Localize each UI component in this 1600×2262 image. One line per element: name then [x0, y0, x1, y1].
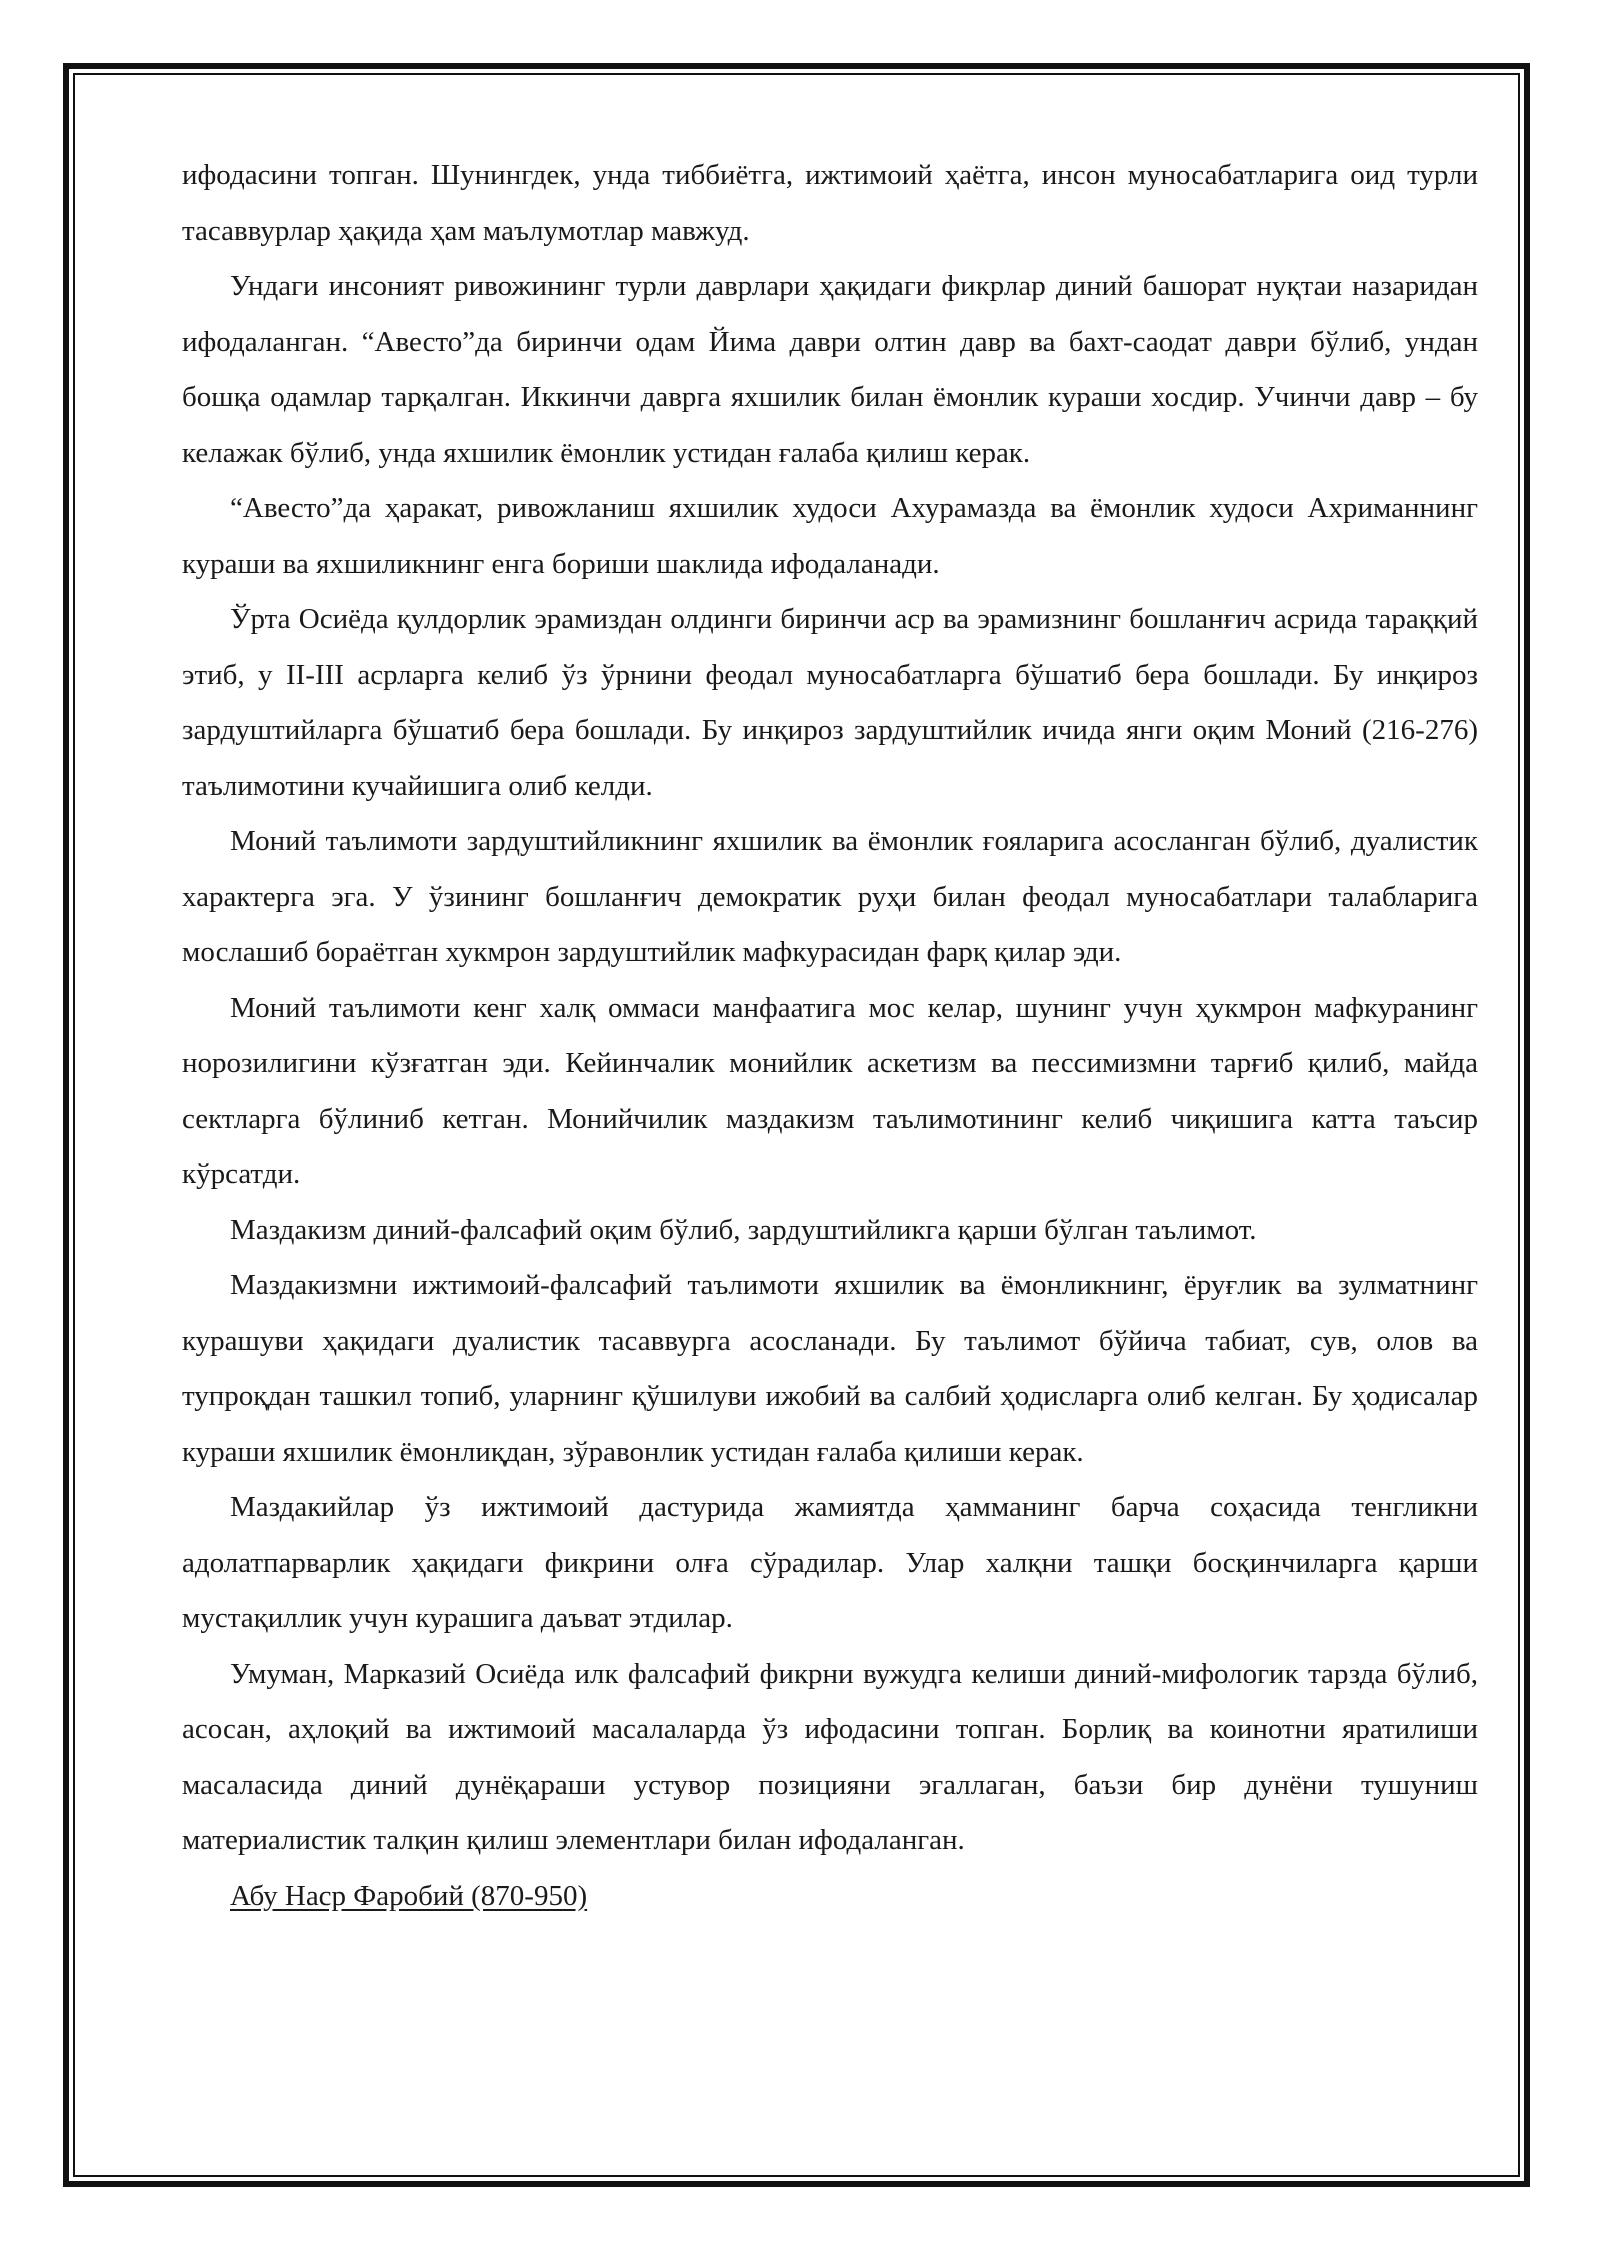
section-heading-farabi-text: Абу Наср Фаробий (870-950) [230, 1879, 588, 1912]
paragraph-mani-masses: Моний таълимоти кенг халқ оммаси манфаатига мос келар, шунинг учун ҳукмрон мафкуранинг норозилигини кўзғатган эди. Кейинчалик монийлик аскетизм ва пессимизмни тарғиб қилиб, майда сектларга бўлиниб кетган. Монийчилик маздакизм таълимотининг келиб чиқишига катта таъсир кўрсатди. [182, 991, 1478, 1190]
paragraph-epochs: Ундаги инсоният ривожининг турли даврлари ҳақидаги фикрлар диний башорат нуқтаи назаридан ифодаланган. “Авесто”да биринчи одам Йима даври олтин давр ва бахт-саодат даври бўлиб, ундан бошқа одамлар тарқалган. Иккинчи даврга яхшилик билан ёмонлик кураши хосдир. Учинчи давр – бу келажак бўлиб, унда яхшилик ёмонлик устидан ғалаба қилиш керак. [182, 270, 1478, 469]
section-heading-farabi [182, 1869, 1478, 1925]
paragraph-avesto-motion: “Авесто”да ҳаракат, ривожланиш яхшилик худоси Ахурамазда ва ёмонлик худоси Ахриманнинг кураши ва яхшиликнинг енга бориши шаклида ифодаланади. [182, 492, 1478, 580]
document-body [182, 148, 1478, 1924]
paragraph-continuation: ифодасини топган. Шунингдек, унда тиббиётга, ижтимоий ҳаётга, инсон муносабатларига оид турли тасаввурлар ҳақида ҳам маълумотлар мавжуд. [182, 159, 1478, 247]
paragraph-mazdakism-dualism: Маздакизмни ижтимоий-фалсафий таълимоти яхшилик ва ёмонликнинг, ёруғлик ва зулматнинг курашуви ҳақидаги дуалистик тасаввурга асосланади. Бу таълимот бўйича табиат, сув, олов ва тупроқдан ташкил топиб, уларнинг қўшилуви ижобий ва салбий ҳодисларга олиб келган. Бу ҳодисалар кураши яхшилик ёмонлиқдан, зўравонлик устидан ғалаба қилиши керак. [182, 1269, 1478, 1468]
paragraph-mani-teaching: Моний таълимоти зардуштийликнинг яхшилик ва ёмонлик ғояларига асосланган бўлиб, дуалистик характерга эга. У ўзининг бошланғич демократик руҳи билан феодал муносабатлари талабларига мослашиб бораётган хукмрон зардуштийлик мафкурасидан фарқ қилар эди. [182, 825, 1478, 968]
paragraph-summary: Умуман, Марказий Осиёда илк фалсафий фикрни вужудга келиши диний-мифологик тарзда бўлиб, асосан, аҳлоқий ва ижтимоий масалаларда ўз ифодасини топган. Борлиқ ва коинотни яратилиши масаласида диний дунёқараши устувор позицияни эгаллаган, баъзи бир дунёни тушуниш материалистик талқин қилиш элементлари билан ифодаланган. [182, 1657, 1478, 1856]
paragraph-mazdakism-definition: Маздакизм диний-фалсафий оқим бўлиб, зардуштийликга қарши бўлган таълимот. [230, 1213, 1257, 1246]
paragraph-mazdakites-program: Маздакийлар ўз ижтимоий дастурида жамиятда ҳамманинг барча соҳасида тенгликни адолатпарварлик ҳақидаги фикрини олға сўрадилар. Улар халқни ташқи босқинчиларга қарши мустақиллик учун курашига даъват этдилар. [182, 1491, 1478, 1634]
paragraph-central-asia-slavery: Ўрта Осиёда қулдорлик эрамиздан олдинги биринчи аср ва эрамизнинг бошланғич асрида тараққий этиб, у II-III асрларга келиб ўз ўрнини феодал муносабатларга бўшатиб бера бошлади. Бу инқироз зардуштийларга бўшатиб бера бошлади. Бу инқироз зардуштийлик ичида янги оқим Моний (216-276) таълимотини кучайишига олиб келди. [182, 603, 1478, 802]
